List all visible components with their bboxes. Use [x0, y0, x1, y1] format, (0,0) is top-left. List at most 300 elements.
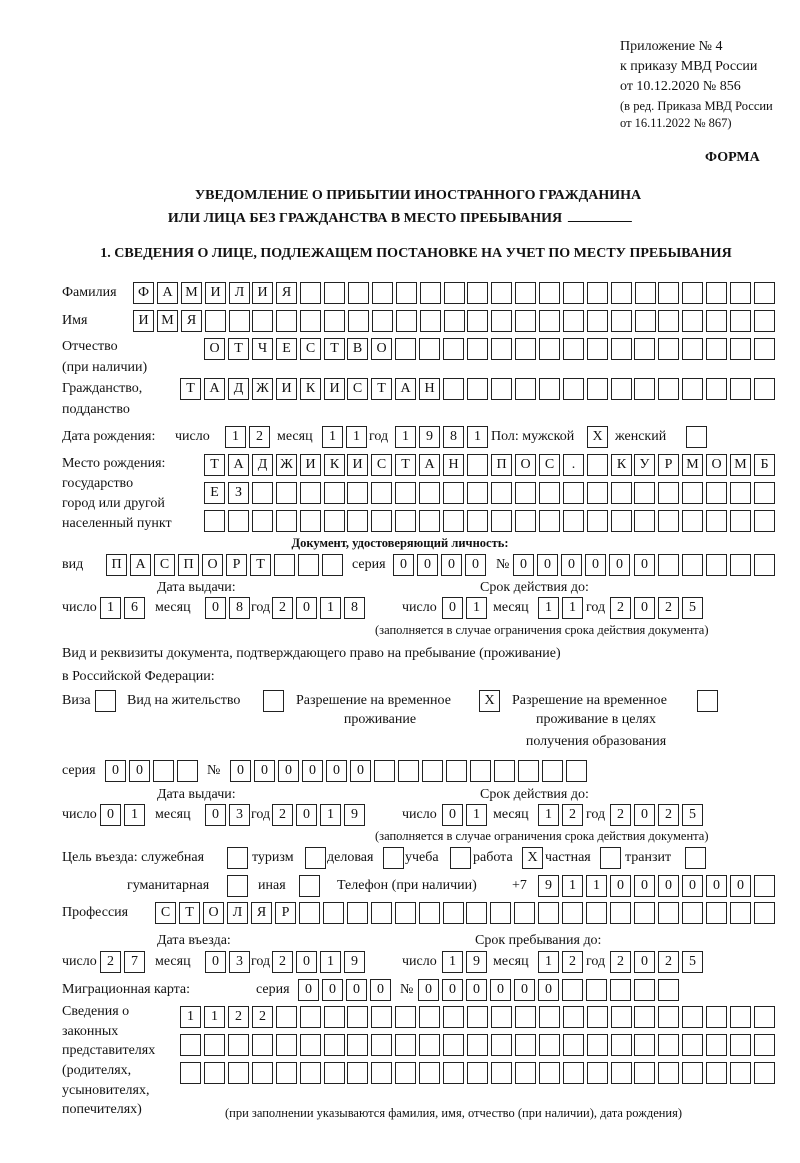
profession-cell[interactable]	[419, 902, 440, 924]
name-cell[interactable]	[754, 310, 775, 332]
name-cell[interactable]	[348, 310, 369, 332]
citizenship-cell[interactable]	[515, 378, 536, 400]
guardians3-cell[interactable]	[443, 1062, 464, 1084]
guardians1-cell[interactable]	[539, 1006, 560, 1028]
doc-type-cell[interactable]: О	[202, 554, 223, 576]
permit-series-cell[interactable]	[177, 760, 198, 782]
birthplace1-cell[interactable]: У	[634, 454, 655, 476]
patronymic-cell[interactable]	[563, 338, 584, 360]
guardians1-cell[interactable]: 1	[180, 1006, 201, 1028]
doc-valid-year-cell[interactable]: 2	[610, 597, 631, 619]
birthplace1-cell[interactable]: О	[706, 454, 727, 476]
name-cell[interactable]	[420, 310, 441, 332]
birthplace2-cell[interactable]	[276, 482, 297, 504]
guardians3-cell[interactable]	[228, 1062, 249, 1084]
phone-cell[interactable]: 9	[538, 875, 559, 897]
doc-valid-year-cell[interactable]: 2	[658, 597, 679, 619]
entry-month-cell[interactable]: 3	[229, 951, 250, 973]
profession-cell[interactable]: Т	[179, 902, 200, 924]
mig-number-cell[interactable]: 0	[514, 979, 535, 1001]
birthplace2-cell[interactable]	[611, 482, 632, 504]
dob-month-cell[interactable]: 1	[322, 426, 343, 448]
doc-number-cell[interactable]	[682, 554, 703, 576]
phone-cell[interactable]: 0	[730, 875, 751, 897]
guardians2-cell[interactable]	[204, 1034, 225, 1056]
citizenship-cell[interactable]	[706, 378, 727, 400]
guardians2-cell[interactable]	[300, 1034, 321, 1056]
doc-issue-day-cell[interactable]: 6	[124, 597, 145, 619]
purpose-tourism-checkbox[interactable]	[305, 847, 326, 869]
doc-type-cell[interactable]: П	[106, 554, 127, 576]
phone-cell[interactable]: 1	[586, 875, 607, 897]
guardians2-cell[interactable]	[658, 1034, 679, 1056]
citizenship-cell[interactable]	[730, 378, 751, 400]
doc-number-cell[interactable]: 0	[537, 554, 558, 576]
permit-series-cell[interactable]	[153, 760, 174, 782]
guardians1-cell[interactable]	[276, 1006, 297, 1028]
guardians3-cell[interactable]	[371, 1062, 392, 1084]
permit-valid-day-cell[interactable]: 0	[442, 804, 463, 826]
profession-cell[interactable]	[682, 902, 703, 924]
purpose-other-checkbox[interactable]	[299, 875, 320, 897]
patronymic-cell[interactable]: В	[347, 338, 368, 360]
guardians1-cell[interactable]	[587, 1006, 608, 1028]
guardians1-cell[interactable]	[634, 1006, 655, 1028]
stay-year-cell[interactable]: 2	[610, 951, 631, 973]
guardians1-cell[interactable]	[491, 1006, 512, 1028]
residence-checkbox[interactable]	[263, 690, 284, 712]
guardians2-cell[interactable]	[515, 1034, 536, 1056]
surname-cell[interactable]	[444, 282, 465, 304]
patronymic-cell[interactable]	[515, 338, 536, 360]
citizenship-cell[interactable]	[467, 378, 488, 400]
permit-number-cell[interactable]: 0	[254, 760, 275, 782]
guardians3-cell[interactable]	[324, 1062, 345, 1084]
guardians3-cell[interactable]	[754, 1062, 775, 1084]
surname-cell[interactable]	[658, 282, 679, 304]
patronymic-cell[interactable]	[658, 338, 679, 360]
guardians2-cell[interactable]	[730, 1034, 751, 1056]
birthplace1-cell[interactable]: А	[419, 454, 440, 476]
mig-number-cell[interactable]	[562, 979, 583, 1001]
birthplace1-cell[interactable]: Д	[252, 454, 273, 476]
surname-cell[interactable]	[515, 282, 536, 304]
guardians2-cell[interactable]	[706, 1034, 727, 1056]
patronymic-cell[interactable]: О	[371, 338, 392, 360]
guardians1-cell[interactable]	[324, 1006, 345, 1028]
purpose-private-checkbox[interactable]	[600, 847, 621, 869]
guardians2-cell[interactable]	[347, 1034, 368, 1056]
guardians3-cell[interactable]	[611, 1062, 632, 1084]
surname-cell[interactable]	[300, 282, 321, 304]
profession-cell[interactable]	[562, 902, 583, 924]
birthplace1-cell[interactable]: М	[682, 454, 703, 476]
guardians3-cell[interactable]	[300, 1062, 321, 1084]
guardians1-cell[interactable]: 2	[228, 1006, 249, 1028]
profession-cell[interactable]	[514, 902, 535, 924]
birthplace3-cell[interactable]	[539, 510, 560, 532]
patronymic-cell[interactable]	[682, 338, 703, 360]
birthplace2-cell[interactable]	[491, 482, 512, 504]
guardians3-cell[interactable]	[587, 1062, 608, 1084]
profession-cell[interactable]	[443, 902, 464, 924]
guardians1-cell[interactable]	[443, 1006, 464, 1028]
patronymic-cell[interactable]	[730, 338, 751, 360]
citizenship-cell[interactable]: Ж	[252, 378, 273, 400]
mig-number-cell[interactable]: 0	[538, 979, 559, 1001]
permit-valid-month-cell[interactable]: 1	[538, 804, 559, 826]
guardians3-cell[interactable]	[180, 1062, 201, 1084]
patronymic-cell[interactable]	[419, 338, 440, 360]
surname-cell[interactable]: Л	[229, 282, 250, 304]
birthplace2-cell[interactable]	[682, 482, 703, 504]
patronymic-cell[interactable]	[587, 338, 608, 360]
name-cell[interactable]	[372, 310, 393, 332]
profession-cell[interactable]	[395, 902, 416, 924]
birthplace2-cell[interactable]	[515, 482, 536, 504]
guardians3-cell[interactable]	[563, 1062, 584, 1084]
profession-cell[interactable]: С	[155, 902, 176, 924]
birthplace2-cell[interactable]	[300, 482, 321, 504]
surname-cell[interactable]	[396, 282, 417, 304]
guardians3-cell[interactable]	[539, 1062, 560, 1084]
guardians3-cell[interactable]	[730, 1062, 751, 1084]
doc-issue-year-cell[interactable]: 8	[344, 597, 365, 619]
name-cell[interactable]	[324, 310, 345, 332]
stay-month-cell[interactable]: 1	[538, 951, 559, 973]
birthplace1-cell[interactable]: М	[730, 454, 751, 476]
guardians3-cell[interactable]	[634, 1062, 655, 1084]
guardians2-cell[interactable]	[443, 1034, 464, 1056]
mig-number-cell[interactable]: 0	[442, 979, 463, 1001]
guardians2-cell[interactable]	[467, 1034, 488, 1056]
doc-series-cell[interactable]: 0	[393, 554, 414, 576]
doc-number-cell[interactable]: 0	[609, 554, 630, 576]
surname-cell[interactable]	[491, 282, 512, 304]
permit-valid-year-cell[interactable]: 2	[658, 804, 679, 826]
doc-issue-day-cell[interactable]: 1	[100, 597, 121, 619]
birthplace2-cell[interactable]	[658, 482, 679, 504]
surname-cell[interactable]	[730, 282, 751, 304]
name-cell[interactable]	[229, 310, 250, 332]
guardians3-cell[interactable]	[252, 1062, 273, 1084]
permit-number-cell[interactable]	[470, 760, 491, 782]
permit-number-cell[interactable]: 0	[278, 760, 299, 782]
citizenship-cell[interactable]	[634, 378, 655, 400]
stay-day-cell[interactable]: 1	[442, 951, 463, 973]
doc-number-cell[interactable]	[730, 554, 751, 576]
birthplace1-cell[interactable]: Ж	[276, 454, 297, 476]
birthplace2-cell[interactable]	[443, 482, 464, 504]
citizenship-cell[interactable]	[443, 378, 464, 400]
birthplace2-cell[interactable]	[395, 482, 416, 504]
mig-series-cell[interactable]: 0	[346, 979, 367, 1001]
entry-month-cell[interactable]: 0	[205, 951, 226, 973]
profession-cell[interactable]	[586, 902, 607, 924]
name-cell[interactable]	[587, 310, 608, 332]
name-cell[interactable]	[611, 310, 632, 332]
profession-cell[interactable]	[754, 902, 775, 924]
birthplace1-cell[interactable]: И	[347, 454, 368, 476]
birthplace3-cell[interactable]	[611, 510, 632, 532]
permit-number-cell[interactable]	[518, 760, 539, 782]
dob-day-cell[interactable]: 2	[249, 426, 270, 448]
surname-cell[interactable]	[324, 282, 345, 304]
birthplace1-cell[interactable]: С	[539, 454, 560, 476]
doc-number-cell[interactable]: 0	[513, 554, 534, 576]
name-cell[interactable]	[635, 310, 656, 332]
doc-number-cell[interactable]	[754, 554, 775, 576]
birthplace3-cell[interactable]	[467, 510, 488, 532]
permit-valid-year-cell[interactable]: 0	[634, 804, 655, 826]
permit-number-cell[interactable]	[494, 760, 515, 782]
guardians1-cell[interactable]	[754, 1006, 775, 1028]
guardians3-cell[interactable]	[467, 1062, 488, 1084]
doc-number-cell[interactable]	[706, 554, 727, 576]
birthplace2-cell[interactable]	[706, 482, 727, 504]
permit-number-cell[interactable]	[398, 760, 419, 782]
citizenship-cell[interactable]	[611, 378, 632, 400]
guardians2-cell[interactable]	[371, 1034, 392, 1056]
guardians2-cell[interactable]	[395, 1034, 416, 1056]
citizenship-cell[interactable]: Т	[180, 378, 201, 400]
name-cell[interactable]	[491, 310, 512, 332]
phone-cell[interactable]	[754, 875, 775, 897]
doc-type-cell[interactable]: Р	[226, 554, 247, 576]
patronymic-cell[interactable]	[467, 338, 488, 360]
name-cell[interactable]	[396, 310, 417, 332]
permit-valid-year-cell[interactable]: 5	[682, 804, 703, 826]
doc-number-cell[interactable]	[658, 554, 679, 576]
guardians1-cell[interactable]	[706, 1006, 727, 1028]
citizenship-cell[interactable]: К	[300, 378, 321, 400]
guardians3-cell[interactable]	[395, 1062, 416, 1084]
profession-cell[interactable]: Р	[275, 902, 296, 924]
doc-type-cell[interactable]	[274, 554, 295, 576]
guardians2-cell[interactable]	[682, 1034, 703, 1056]
surname-cell[interactable]	[348, 282, 369, 304]
profession-cell[interactable]	[706, 902, 727, 924]
birthplace1-cell[interactable]: К	[611, 454, 632, 476]
patronymic-cell[interactable]	[539, 338, 560, 360]
patronymic-cell[interactable]	[634, 338, 655, 360]
birthplace3-cell[interactable]	[515, 510, 536, 532]
surname-cell[interactable]: А	[157, 282, 178, 304]
permit-number-cell[interactable]: 0	[302, 760, 323, 782]
doc-series-cell[interactable]: 0	[441, 554, 462, 576]
citizenship-cell[interactable]: А	[204, 378, 225, 400]
guardians3-cell[interactable]	[491, 1062, 512, 1084]
surname-cell[interactable]	[635, 282, 656, 304]
name-cell[interactable]: И	[133, 310, 154, 332]
permit-number-cell[interactable]: 0	[230, 760, 251, 782]
birthplace3-cell[interactable]	[228, 510, 249, 532]
stay-year-cell[interactable]: 2	[658, 951, 679, 973]
surname-cell[interactable]	[682, 282, 703, 304]
birthplace2-cell[interactable]	[419, 482, 440, 504]
doc-series-cell[interactable]: 0	[417, 554, 438, 576]
mig-number-cell[interactable]	[586, 979, 607, 1001]
visa-checkbox[interactable]	[95, 690, 116, 712]
permit-issue-month-cell[interactable]: 3	[229, 804, 250, 826]
guardians2-cell[interactable]	[491, 1034, 512, 1056]
birthplace2-cell[interactable]	[252, 482, 273, 504]
phone-cell[interactable]: 0	[706, 875, 727, 897]
citizenship-cell[interactable]	[658, 378, 679, 400]
entry-year-cell[interactable]: 1	[320, 951, 341, 973]
profession-cell[interactable]: Я	[251, 902, 272, 924]
birthplace2-cell[interactable]	[754, 482, 775, 504]
surname-cell[interactable]	[754, 282, 775, 304]
profession-cell[interactable]	[323, 902, 344, 924]
birthplace3-cell[interactable]	[252, 510, 273, 532]
birthplace1-cell[interactable]: Р	[658, 454, 679, 476]
permit-series-cell[interactable]: 0	[105, 760, 126, 782]
doc-issue-year-cell[interactable]: 1	[320, 597, 341, 619]
doc-number-cell[interactable]: 0	[585, 554, 606, 576]
guardians1-cell[interactable]	[730, 1006, 751, 1028]
profession-cell[interactable]	[371, 902, 392, 924]
doc-issue-year-cell[interactable]: 2	[272, 597, 293, 619]
surname-cell[interactable]	[611, 282, 632, 304]
surname-cell[interactable]: Я	[276, 282, 297, 304]
entry-year-cell[interactable]: 0	[296, 951, 317, 973]
birthplace2-cell[interactable]	[587, 482, 608, 504]
entry-year-cell[interactable]: 2	[272, 951, 293, 973]
doc-type-cell[interactable]: С	[154, 554, 175, 576]
doc-type-cell[interactable]	[322, 554, 343, 576]
doc-valid-day-cell[interactable]: 0	[442, 597, 463, 619]
guardians3-cell[interactable]	[706, 1062, 727, 1084]
guardians2-cell[interactable]	[587, 1034, 608, 1056]
guardians1-cell[interactable]	[611, 1006, 632, 1028]
temp-residence-checkbox[interactable]: X	[479, 690, 500, 712]
surname-cell[interactable]: И	[252, 282, 273, 304]
birthplace3-cell[interactable]	[204, 510, 225, 532]
name-cell[interactable]	[444, 310, 465, 332]
guardians2-cell[interactable]	[180, 1034, 201, 1056]
guardians2-cell[interactable]	[228, 1034, 249, 1056]
birthplace3-cell[interactable]	[395, 510, 416, 532]
birthplace3-cell[interactable]	[419, 510, 440, 532]
patronymic-cell[interactable]: С	[300, 338, 321, 360]
guardians3-cell[interactable]	[276, 1062, 297, 1084]
permit-issue-year-cell[interactable]: 0	[296, 804, 317, 826]
guardians3-cell[interactable]	[682, 1062, 703, 1084]
doc-number-cell[interactable]: 0	[561, 554, 582, 576]
permit-series-cell[interactable]: 0	[129, 760, 150, 782]
citizenship-cell[interactable]	[491, 378, 512, 400]
doc-type-cell[interactable]: А	[130, 554, 151, 576]
entry-day-cell[interactable]: 2	[100, 951, 121, 973]
guardians1-cell[interactable]: 1	[204, 1006, 225, 1028]
birthplace3-cell[interactable]	[563, 510, 584, 532]
birthplace1-cell[interactable]: И	[300, 454, 321, 476]
guardians2-cell[interactable]	[754, 1034, 775, 1056]
guardians3-cell[interactable]	[658, 1062, 679, 1084]
guardians1-cell[interactable]	[658, 1006, 679, 1028]
surname-cell[interactable]	[467, 282, 488, 304]
permit-issue-year-cell[interactable]: 1	[320, 804, 341, 826]
mig-series-cell[interactable]: 0	[298, 979, 319, 1001]
name-cell[interactable]	[205, 310, 226, 332]
birthplace3-cell[interactable]	[587, 510, 608, 532]
patronymic-cell[interactable]: О	[204, 338, 225, 360]
mig-number-cell[interactable]	[610, 979, 631, 1001]
guardians2-cell[interactable]	[252, 1034, 273, 1056]
doc-type-cell[interactable]: П	[178, 554, 199, 576]
permit-number-cell[interactable]	[374, 760, 395, 782]
citizenship-cell[interactable]: С	[347, 378, 368, 400]
purpose-transit-checkbox[interactable]	[685, 847, 706, 869]
birthplace3-cell[interactable]	[491, 510, 512, 532]
surname-cell[interactable]	[539, 282, 560, 304]
profession-cell[interactable]: Л	[227, 902, 248, 924]
guardians1-cell[interactable]	[347, 1006, 368, 1028]
permit-issue-day-cell[interactable]: 1	[124, 804, 145, 826]
guardians2-cell[interactable]	[276, 1034, 297, 1056]
birthplace3-cell[interactable]	[347, 510, 368, 532]
name-cell[interactable]: Я	[181, 310, 202, 332]
permit-valid-month-cell[interactable]: 2	[562, 804, 583, 826]
citizenship-cell[interactable]	[563, 378, 584, 400]
sex-female-checkbox[interactable]	[686, 426, 707, 448]
surname-cell[interactable]	[372, 282, 393, 304]
doc-valid-day-cell[interactable]: 1	[466, 597, 487, 619]
citizenship-cell[interactable]	[682, 378, 703, 400]
guardians2-cell[interactable]	[634, 1034, 655, 1056]
purpose-work-checkbox[interactable]: X	[522, 847, 543, 869]
dob-year-cell[interactable]: 1	[467, 426, 488, 448]
profession-cell[interactable]	[610, 902, 631, 924]
permit-number-cell[interactable]	[542, 760, 563, 782]
guardians1-cell[interactable]	[563, 1006, 584, 1028]
mig-number-cell[interactable]: 0	[466, 979, 487, 1001]
doc-valid-year-cell[interactable]: 5	[682, 597, 703, 619]
doc-series-cell[interactable]: 0	[465, 554, 486, 576]
patronymic-cell[interactable]	[706, 338, 727, 360]
purpose-study-checkbox[interactable]	[450, 847, 471, 869]
patronymic-cell[interactable]: Т	[324, 338, 345, 360]
profession-cell[interactable]	[347, 902, 368, 924]
guardians1-cell[interactable]	[395, 1006, 416, 1028]
guardians3-cell[interactable]	[347, 1062, 368, 1084]
doc-valid-month-cell[interactable]: 1	[538, 597, 559, 619]
birthplace3-cell[interactable]	[371, 510, 392, 532]
phone-cell[interactable]: 0	[658, 875, 679, 897]
birthplace1-cell[interactable]: .	[563, 454, 584, 476]
name-cell[interactable]	[730, 310, 751, 332]
citizenship-cell[interactable]	[754, 378, 775, 400]
surname-cell[interactable]	[420, 282, 441, 304]
patronymic-cell[interactable]	[443, 338, 464, 360]
mig-number-cell[interactable]: 0	[418, 979, 439, 1001]
name-cell[interactable]	[682, 310, 703, 332]
guardians1-cell[interactable]	[467, 1006, 488, 1028]
birthplace2-cell[interactable]	[324, 482, 345, 504]
birthplace2-cell[interactable]: Е	[204, 482, 225, 504]
birthplace3-cell[interactable]	[276, 510, 297, 532]
permit-valid-day-cell[interactable]: 1	[466, 804, 487, 826]
birthplace2-cell[interactable]: З	[228, 482, 249, 504]
patronymic-cell[interactable]	[491, 338, 512, 360]
birthplace2-cell[interactable]	[467, 482, 488, 504]
dob-year-cell[interactable]: 8	[443, 426, 464, 448]
mig-series-cell[interactable]: 0	[322, 979, 343, 1001]
birthplace3-cell[interactable]	[754, 510, 775, 532]
guardians3-cell[interactable]	[419, 1062, 440, 1084]
guardians3-cell[interactable]	[515, 1062, 536, 1084]
